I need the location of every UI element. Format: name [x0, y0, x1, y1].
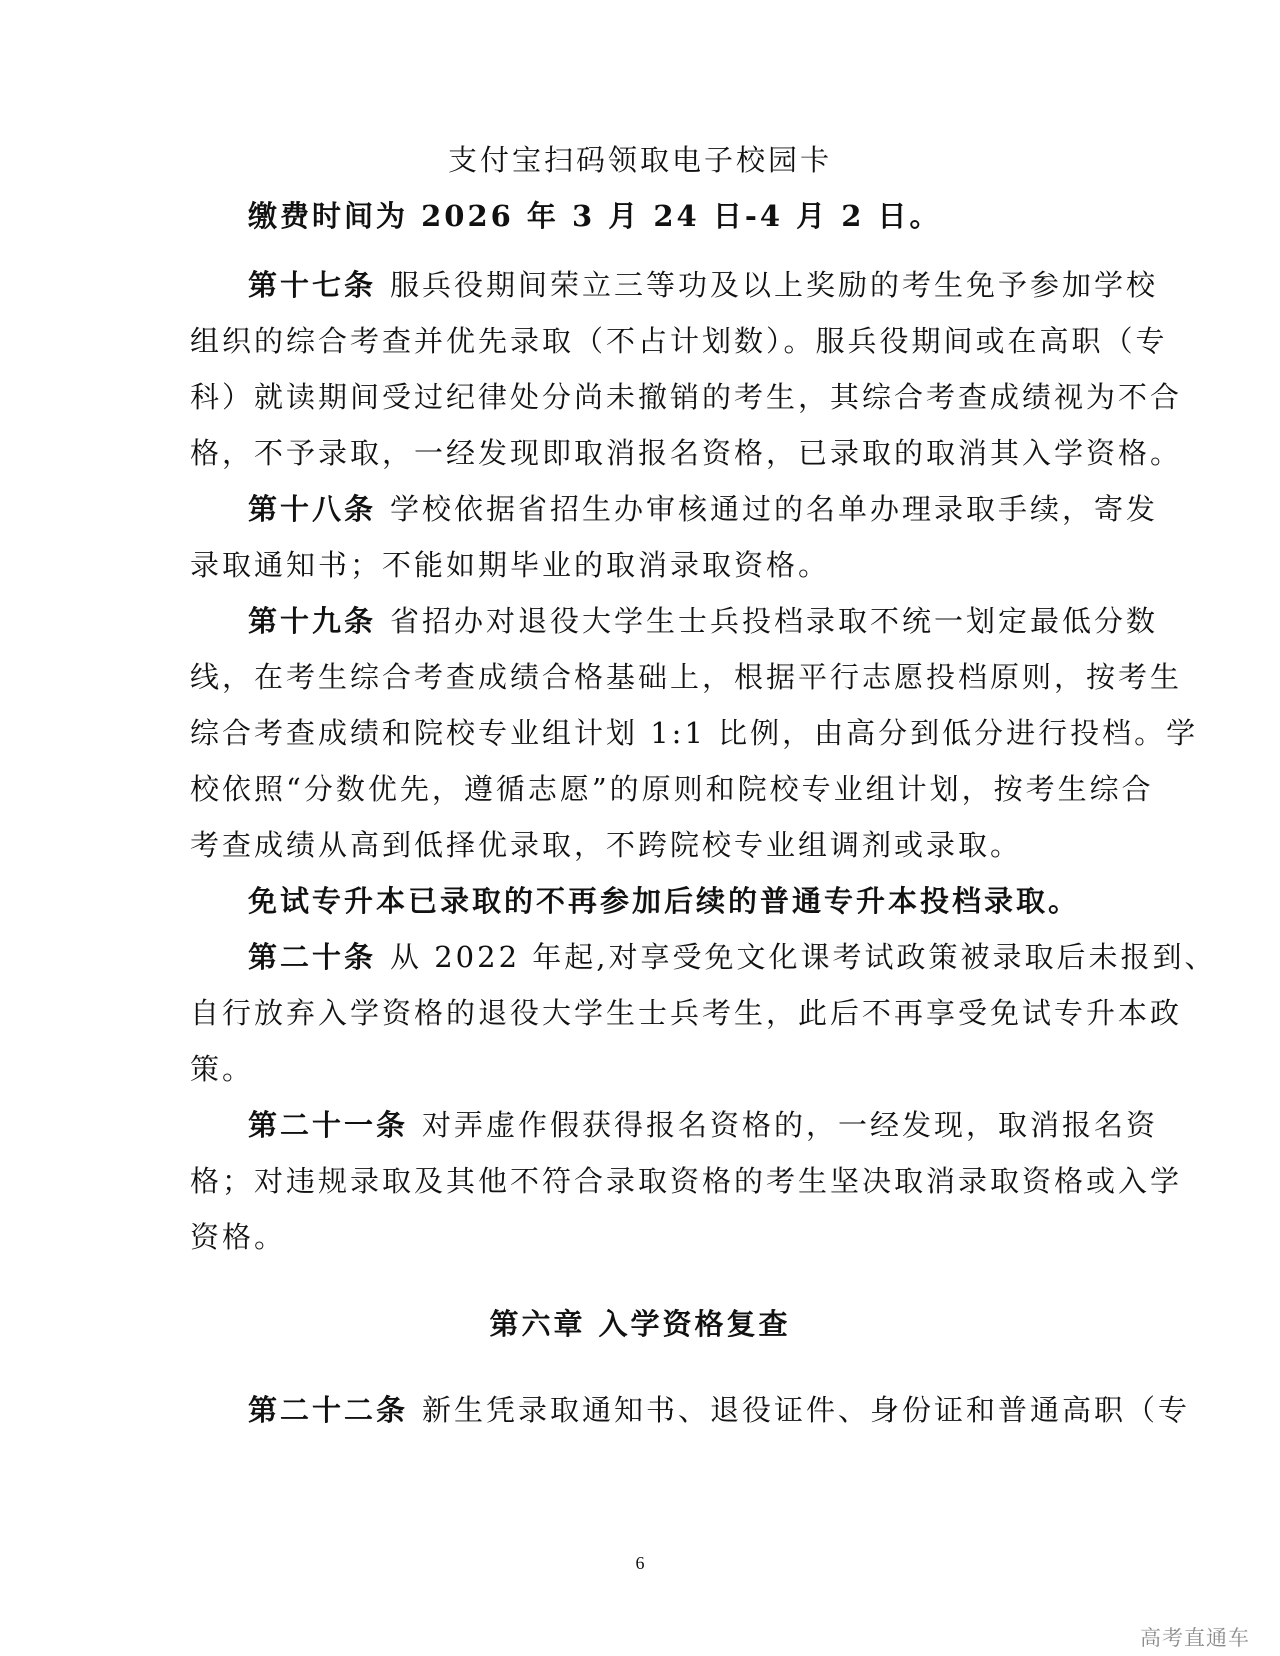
article-20-line-3: 策。: [190, 1052, 255, 1086]
article-21-line-2: 格；对违规录取及其他不符合录取资格的考生坚决取消录取资格或入学: [190, 1164, 1183, 1198]
article-19-number: 第十九条: [248, 604, 377, 638]
payment-time: 缴费时间为 2026 年 3 月 24 日-4 月 2 日。: [248, 199, 942, 233]
article-19-text: 省招办对退役大学生士兵投档录取不统一划定最低分数: [390, 604, 1159, 638]
watermark: 高考直通车: [1140, 1626, 1250, 1650]
article-18-line-1: [248, 489, 1159, 529]
article-20-line-1: [248, 937, 1217, 977]
article-18-number: 第十八条: [248, 492, 377, 526]
exemption-note: 免试专升本已录取的不再参加后续的普通专升本投档录取。: [248, 884, 1081, 918]
article-20-text: 从 2022 年起,对享受免文化课考试政策被录取后未报到、: [390, 940, 1217, 974]
article-22-text: 新生凭录取通知书、退役证件、身份证和普通高职（专: [422, 1393, 1191, 1427]
article-20-number: 第二十条: [248, 940, 377, 974]
article-18-text: 学校依据省招生办审核通过的名单办理录取手续，寄发: [390, 492, 1159, 526]
article-21-line-3: 资格。: [190, 1220, 287, 1254]
article-21-text: 对弄虚作假获得报名资格的，一经发现，取消报名资: [422, 1108, 1159, 1142]
article-19-line-2: 线，在考生综合考查成绩合格基础上，根据平行志愿投档原则，按考生: [190, 660, 1183, 694]
article-19-line-5: 考查成绩从高到低择优录取，不跨院校专业组调剂或录取。: [190, 828, 1023, 862]
page-number: 6: [635, 1553, 645, 1573]
article-17-text: 服兵役期间荣立三等功及以上奖励的考生免予参加学校: [390, 268, 1159, 302]
article-17-line-4: 格，不予录取，一经发现即取消报名资格，已录取的取消其入学资格。: [190, 436, 1183, 470]
article-17-line-3: 科）就读期间受过纪律处分尚未撤销的考生，其综合考查成绩视为不合: [190, 380, 1183, 414]
article-17-line-1: [248, 265, 1159, 305]
article-17-number: 第十七条: [248, 268, 377, 302]
article-17-line-2: 组织的综合考查并优先录取（不占计划数）。服兵役期间或在高职（专: [190, 324, 1168, 358]
article-20-line-2: 自行放弃入学资格的退役大学生士兵考生，此后不再享受免试专升本政: [190, 996, 1183, 1030]
article-19-line-3: 综合考查成绩和院校专业组计划 1:1 比例，由高分到低分进行投档。学: [190, 716, 1199, 750]
section-title: 支付宝扫码领取电子校园卡: [447, 143, 832, 177]
chapter-heading: 第六章 入学资格复查: [489, 1307, 791, 1341]
article-19-line-4: 校依照“分数优先，遵循志愿”的原则和院校专业组计划，按考生综合: [190, 772, 1154, 806]
article-18-line-2: 录取通知书；不能如期毕业的取消录取资格。: [190, 548, 831, 582]
article-22-number: 第二十二条: [248, 1393, 409, 1427]
article-21-number: 第二十一条: [248, 1108, 409, 1142]
article-19-line-1: [248, 601, 1159, 641]
article-21-line-1: [248, 1105, 1159, 1145]
article-22-line-1: [248, 1390, 1191, 1430]
